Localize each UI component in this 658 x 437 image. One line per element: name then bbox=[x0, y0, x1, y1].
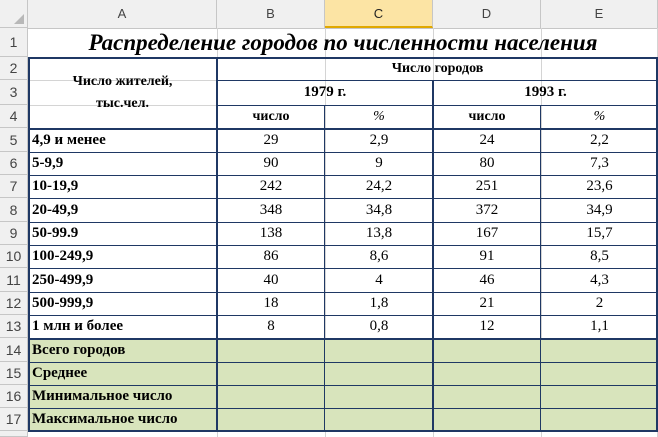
summary-cell[interactable] bbox=[325, 408, 433, 431]
cell-c1979[interactable]: 242 bbox=[259, 178, 283, 194]
cell-p1979[interactable]: 0,8 bbox=[369, 318, 389, 334]
row-header-5[interactable]: 5 bbox=[0, 128, 28, 152]
cell-p1993[interactable]: 2,2 bbox=[590, 132, 609, 148]
row-header-4[interactable]: 4 bbox=[0, 105, 28, 128]
cell-c1993[interactable]: 24 bbox=[479, 132, 495, 148]
row-label[interactable]: 1 млн и более bbox=[32, 318, 124, 334]
summary-cell[interactable] bbox=[433, 408, 541, 431]
cell-p1979[interactable]: 13,8 bbox=[365, 225, 393, 241]
table-border bbox=[28, 222, 658, 223]
summary-cell[interactable] bbox=[217, 408, 325, 431]
table-border bbox=[217, 80, 658, 81]
cell-p1993[interactable]: 2 bbox=[595, 295, 604, 311]
cell-c1993[interactable]: 167 bbox=[475, 225, 499, 241]
cell-c1979[interactable]: 90 bbox=[263, 155, 279, 171]
row-label[interactable]: 10-19,9 bbox=[32, 178, 79, 194]
table-border bbox=[28, 315, 658, 316]
cell-p1979[interactable]: 9 bbox=[375, 155, 383, 171]
subheader-percent: % bbox=[593, 109, 606, 124]
cell-c1993[interactable]: 21 bbox=[479, 295, 495, 311]
cell-c1979[interactable]: 8 bbox=[267, 318, 275, 334]
cell-p1993[interactable]: 8,5 bbox=[590, 248, 609, 264]
header-year-1979: 1979 г. bbox=[303, 84, 347, 100]
cell-p1979[interactable]: 4 bbox=[375, 272, 383, 288]
row-header-12[interactable]: 12 bbox=[0, 292, 28, 315]
column-header-d[interactable]: D bbox=[433, 0, 541, 28]
cell-c1993[interactable]: 91 bbox=[479, 248, 495, 264]
table-border bbox=[28, 408, 658, 409]
cell-c1979[interactable]: 138 bbox=[259, 225, 283, 241]
table-border bbox=[28, 198, 658, 199]
row-header-17[interactable]: 17 bbox=[0, 408, 28, 431]
row-label[interactable]: 5-9,9 bbox=[32, 155, 64, 171]
cell-p1993[interactable]: 4,3 bbox=[590, 272, 609, 288]
table-title: Распределение городов по численности населения bbox=[88, 30, 598, 55]
row-label[interactable]: 4,9 и менее bbox=[32, 132, 106, 148]
row-header-partial[interactable] bbox=[0, 431, 28, 437]
cell-c1993[interactable]: 80 bbox=[479, 155, 495, 171]
table-border bbox=[28, 175, 658, 176]
cell-p1993[interactable]: 7,3 bbox=[590, 155, 609, 171]
table-border bbox=[432, 80, 434, 431]
row-label[interactable]: 500-999,9 bbox=[32, 295, 94, 311]
cell-c1993[interactable]: 12 bbox=[479, 318, 495, 334]
cell-p1993[interactable]: 23,6 bbox=[586, 178, 613, 194]
row-label[interactable]: 20-49,9 bbox=[32, 202, 79, 218]
cell-c1993[interactable]: 46 bbox=[479, 272, 495, 288]
summary-cell[interactable] bbox=[433, 385, 541, 408]
cell-p1993[interactable]: 34,9 bbox=[586, 202, 613, 218]
select-all-corner[interactable] bbox=[0, 0, 28, 28]
cell-c1979[interactable]: 86 bbox=[263, 248, 279, 264]
table-border bbox=[28, 385, 658, 386]
summary-cell[interactable] bbox=[325, 338, 433, 362]
row-header-10[interactable]: 10 bbox=[0, 245, 28, 268]
column-header-e[interactable]: E bbox=[541, 0, 658, 28]
row-header-16[interactable]: 16 bbox=[0, 385, 28, 408]
table-border bbox=[217, 105, 658, 106]
subheader-percent: % bbox=[373, 109, 385, 124]
cell-c1993[interactable]: 251 bbox=[475, 178, 499, 194]
summary-cell[interactable] bbox=[217, 385, 325, 408]
subheader-count: число bbox=[468, 109, 506, 124]
row-label[interactable]: 100-249,9 bbox=[32, 248, 94, 264]
table-border bbox=[28, 362, 658, 363]
summary-cell[interactable] bbox=[325, 362, 433, 385]
cell-c1979[interactable]: 29 bbox=[263, 132, 279, 148]
cell-p1979[interactable]: 24,2 bbox=[365, 178, 393, 194]
row-header-9[interactable]: 9 bbox=[0, 222, 28, 245]
summary-label[interactable]: Минимальное число bbox=[32, 388, 173, 404]
row-header-6[interactable]: 6 bbox=[0, 152, 28, 175]
table-border-left bbox=[28, 57, 30, 431]
summary-cell[interactable] bbox=[433, 362, 541, 385]
cell-p1979[interactable]: 1,8 bbox=[369, 295, 389, 311]
summary-cell[interactable] bbox=[541, 385, 658, 408]
cell-c1993[interactable]: 372 bbox=[475, 202, 499, 218]
row-header-15[interactable]: 15 bbox=[0, 362, 28, 385]
table-border bbox=[28, 268, 658, 269]
summary-cell[interactable] bbox=[217, 362, 325, 385]
row-header-7[interactable]: 7 bbox=[0, 175, 28, 198]
row-header-3[interactable]: 3 bbox=[0, 80, 28, 105]
table-border-bottom bbox=[28, 430, 658, 432]
cell-c1979[interactable]: 348 bbox=[259, 202, 283, 218]
column-header-c[interactable]: C bbox=[325, 0, 433, 28]
row-label[interactable]: 50-99.9 bbox=[32, 225, 79, 241]
row-header-1[interactable]: 1 bbox=[0, 28, 28, 57]
row-header-11[interactable]: 11 bbox=[0, 268, 28, 292]
cell-p1979[interactable]: 2,9 bbox=[369, 132, 389, 148]
summary-label[interactable]: Всего городов bbox=[32, 342, 126, 358]
summary-label[interactable]: Среднее bbox=[32, 365, 88, 381]
table-border bbox=[28, 292, 658, 293]
subheader-count: число bbox=[252, 109, 290, 124]
cell-p1993[interactable]: 15,7 bbox=[586, 225, 613, 241]
table-border bbox=[28, 338, 658, 340]
summary-cell[interactable] bbox=[541, 338, 658, 362]
row-header-14[interactable]: 14 bbox=[0, 338, 28, 362]
summary-cell[interactable] bbox=[325, 385, 433, 408]
cell-c1979[interactable]: 40 bbox=[263, 272, 279, 288]
row-header-8[interactable]: 8 bbox=[0, 198, 28, 222]
summary-cell[interactable] bbox=[217, 338, 325, 362]
table-border bbox=[28, 245, 658, 246]
table-border bbox=[216, 57, 218, 431]
summary-cell[interactable] bbox=[433, 338, 541, 362]
cell-p1993[interactable]: 1,1 bbox=[590, 318, 609, 334]
row-header-2[interactable]: 2 bbox=[0, 57, 28, 80]
table-border bbox=[28, 152, 658, 153]
summary-cell[interactable] bbox=[541, 408, 658, 431]
cell-c1979[interactable]: 18 bbox=[263, 295, 279, 311]
header-year-1993: 1993 г. bbox=[524, 84, 567, 100]
column-header-a[interactable]: A bbox=[28, 0, 217, 28]
header-cities: Число городов bbox=[391, 61, 484, 76]
column-header-b[interactable]: B bbox=[217, 0, 325, 28]
summary-label[interactable]: Максимальное число bbox=[32, 411, 178, 427]
table-border-top bbox=[28, 57, 658, 59]
row-label[interactable]: 250-499,9 bbox=[32, 272, 94, 288]
summary-cell[interactable] bbox=[541, 362, 658, 385]
cell-p1979[interactable]: 8,6 bbox=[369, 248, 389, 264]
table-border bbox=[28, 128, 658, 130]
cell-p1979[interactable]: 34,8 bbox=[365, 202, 393, 218]
row-header-13[interactable]: 13 bbox=[0, 315, 28, 338]
header-residents: Число жителей, тыс.чел. bbox=[72, 74, 173, 111]
